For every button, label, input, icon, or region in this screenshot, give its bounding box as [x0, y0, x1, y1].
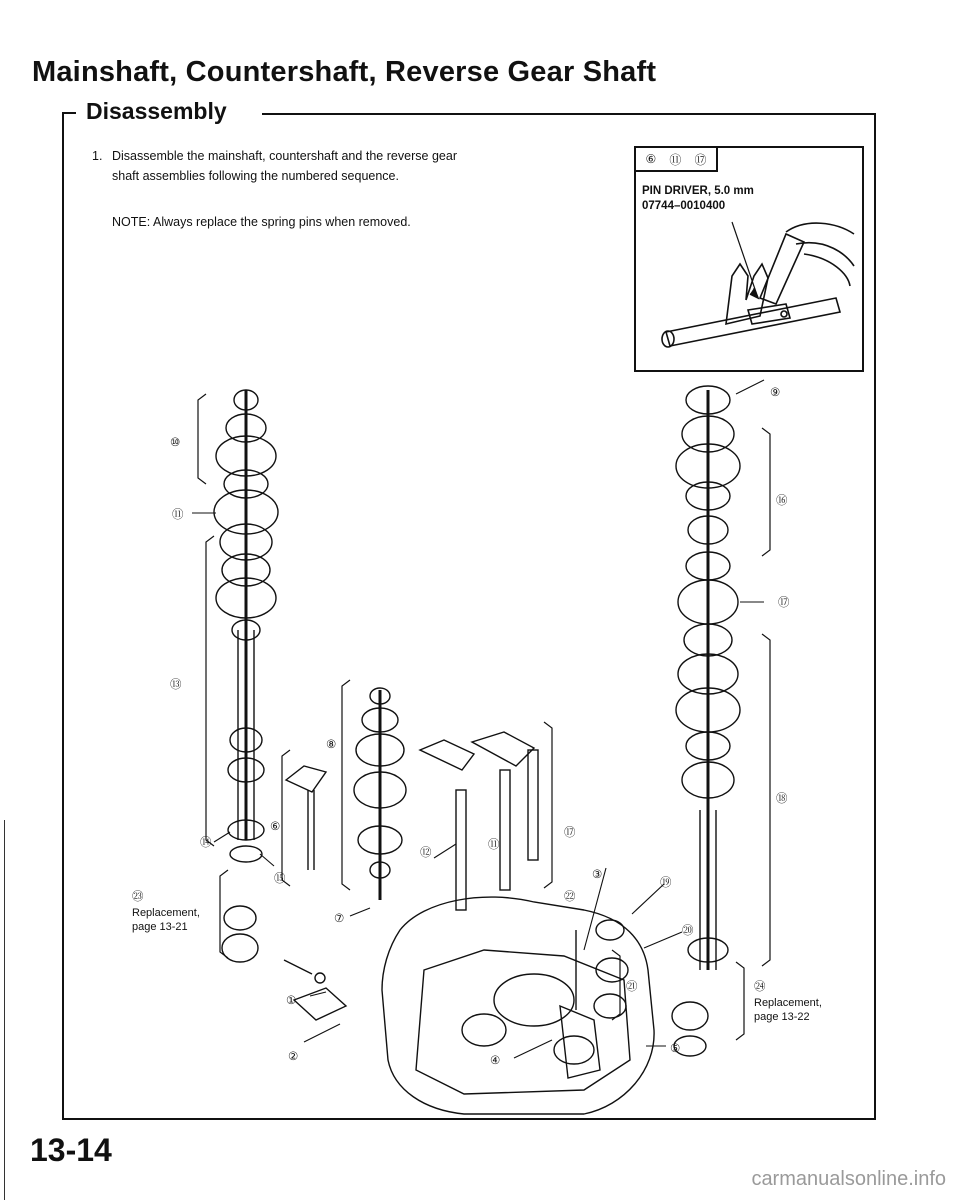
callout-15: ⑮ [274, 873, 286, 885]
tool-ref-17: ⑰ [694, 152, 707, 167]
page-edge-line [4, 820, 5, 1200]
callout-3: ③ [592, 869, 603, 881]
callout-6: ⑥ [270, 821, 281, 833]
pin-driver-illustration [636, 214, 862, 364]
shift-forks [286, 732, 538, 910]
callout-17: ⑰ [564, 827, 576, 839]
callout-22: ㉒ [564, 891, 576, 903]
transmission-housing [382, 897, 654, 1114]
callout-7: ⑦ [334, 913, 345, 925]
callout-numbers [132, 387, 822, 1067]
mainshaft-assembly [214, 390, 281, 862]
callout-4: ④ [490, 1055, 501, 1067]
callout-8: ⑧ [326, 739, 337, 751]
callout-10: ⑩ [170, 437, 181, 449]
callout-2: ② [288, 1051, 299, 1063]
callout-19: ⑲ [660, 877, 672, 889]
replacement-right-label: Replacement, [754, 997, 822, 1009]
step-text: Disassemble the mainshaft, countershaft and the reverse gear shaft assemblies following the numbered sequence. [112, 149, 457, 183]
callout-11-second: ⑪ [488, 839, 500, 851]
section-rule [262, 113, 876, 115]
frame-top-tick [62, 112, 76, 114]
instruction-note: NOTE: Always replace the spring pins when removed. [112, 215, 411, 229]
arrow-line [732, 222, 758, 298]
tool-part-number: 07744–0010400 [642, 200, 726, 212]
step-number: 1. [92, 149, 103, 163]
tool-title: PIN DRIVER, 5.0 mm [642, 185, 754, 197]
watermark: carmanualsonline.info [751, 1168, 946, 1190]
reverse-gear-shaft-assembly [354, 688, 406, 900]
callout-11: ⑪ [172, 509, 184, 521]
exploded-diagram [64, 370, 874, 1118]
callout-16: ⑯ [776, 495, 788, 507]
tool-box [634, 146, 864, 372]
callout-18: ⑱ [776, 793, 788, 805]
section-title: Disassembly [86, 98, 227, 124]
tool-ref-6: ⑥ [645, 152, 657, 166]
replacement-left-label: Replacement, [132, 907, 200, 919]
callout-13: ⑬ [170, 679, 182, 691]
frame-right-border [874, 113, 876, 1120]
callout-23: ㉓ [132, 891, 144, 903]
callout-17-countershaft: ⑰ [778, 597, 790, 609]
spring-pin-hole [781, 311, 787, 317]
callout-24: ㉔ [754, 981, 766, 993]
page-number: 13-14 [30, 1132, 112, 1168]
page-title: Mainshaft, Countershaft, Reverse Gear Shaft [32, 56, 657, 88]
callout-5: ⑤ [670, 1043, 681, 1055]
callout-21: ㉑ [626, 981, 638, 993]
hand-outline [786, 223, 854, 286]
callout-1: ① [286, 995, 297, 1007]
callout-9: ⑨ [770, 387, 781, 399]
tool-ref-11: ⑪ [669, 152, 682, 167]
replacement-left-page: page 13-21 [132, 921, 188, 933]
callout-brackets [198, 394, 770, 1040]
callout-20: ⑳ [682, 925, 694, 937]
frame-bottom-border [62, 1118, 876, 1120]
tool-ref-numbers [636, 148, 718, 172]
callout-12: ⑫ [420, 847, 432, 859]
tool-name [642, 184, 754, 214]
replacement-right-page: page 13-22 [754, 1011, 810, 1023]
callout-14: ⑭ [200, 837, 212, 849]
shift-shaft [666, 298, 840, 346]
countershaft-assembly [676, 386, 740, 970]
